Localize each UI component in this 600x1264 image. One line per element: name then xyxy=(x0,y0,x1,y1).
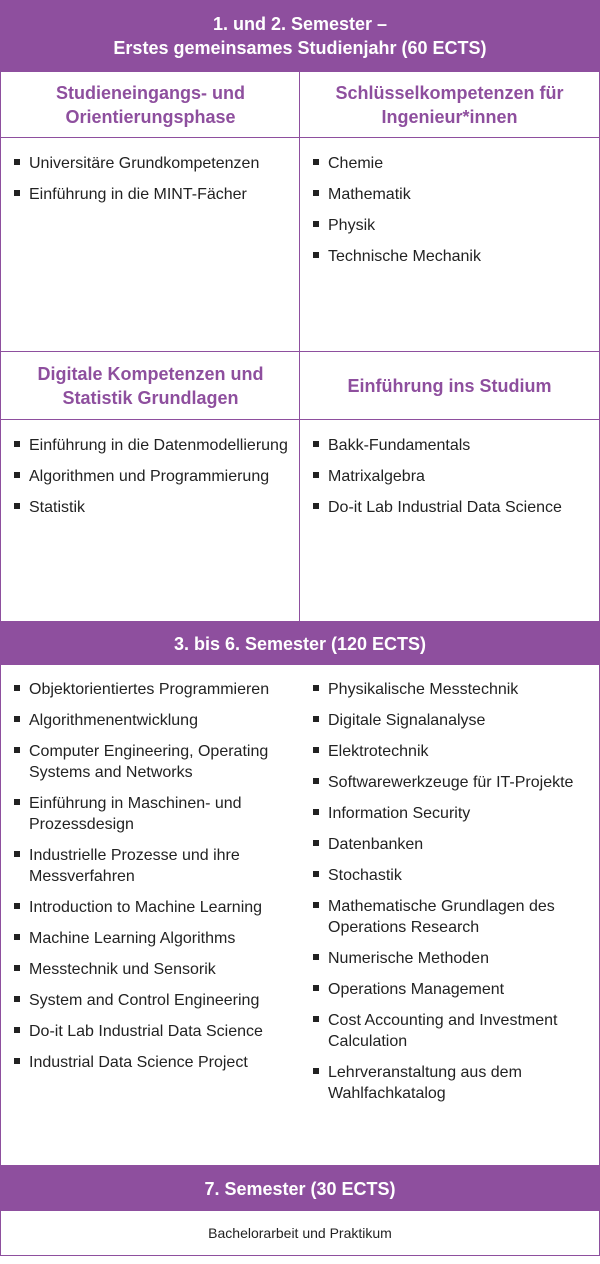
block-title-line1: Einführung ins Studium xyxy=(347,376,552,396)
list-item: Industrielle Prozesse und ihre Messverfahren xyxy=(14,845,296,887)
block-schluessel-content xyxy=(299,137,600,353)
list-item: Machine Learning Algorithms xyxy=(14,928,296,949)
block-title-line1: Studieneingangs- und xyxy=(56,83,245,103)
list-item: Matrixalgebra xyxy=(313,466,591,487)
list-item: Messtechnik und Sensorik xyxy=(14,959,296,980)
block-digital-heading xyxy=(0,351,301,421)
item-list xyxy=(313,435,591,518)
list-item: Physikalische Messtechnik xyxy=(313,679,595,700)
list-item: Einführung in Maschinen- und Prozessdesign xyxy=(14,793,296,835)
item-list xyxy=(14,435,292,518)
semesters-3-6-content xyxy=(0,664,600,1166)
left-column xyxy=(14,679,296,1083)
right-column xyxy=(313,679,595,1114)
list-item: System and Control Engineering xyxy=(14,990,296,1011)
list-item: Universitäre Grundkompetenzen xyxy=(14,153,292,174)
list-item: Technische Mechanik xyxy=(313,246,591,267)
year1-title-line1: 1. und 2. Semester – xyxy=(212,14,388,34)
block-orientierung-content xyxy=(0,137,301,353)
list-item: Physik xyxy=(313,215,591,236)
semester7-header xyxy=(0,1166,600,1212)
list-item: Einführung in die Datenmodellierung xyxy=(14,435,292,456)
list-item: Objektorientiertes Programmieren xyxy=(14,679,296,700)
block-schluessel-heading xyxy=(299,71,600,139)
list-item: Algorithmen und Programmierung xyxy=(14,466,292,487)
block-title-line2: Ingenieur*innen xyxy=(381,107,518,127)
item-list xyxy=(14,679,296,1073)
list-item: Computer Engineering, Operating Systems and Networks xyxy=(14,741,296,783)
list-item: Statistik xyxy=(14,497,292,518)
list-item: Lehrveranstaltung aus dem Wahlfachkatalog xyxy=(313,1062,595,1104)
list-item: Softwarewerkzeuge für IT-Projekte xyxy=(313,772,595,793)
block-einfuehrung-heading xyxy=(299,351,600,421)
block-orientierung-heading xyxy=(0,71,301,139)
list-item: Algorithmenentwicklung xyxy=(14,710,296,731)
item-list xyxy=(313,679,595,1104)
semesters-3-6-title: 3. bis 6. Semester (120 ECTS) xyxy=(173,633,427,654)
list-item: Do-it Lab Industrial Data Science xyxy=(313,497,591,518)
year1-title-line2: Erstes gemeinsames Studienjahr (60 ECTS) xyxy=(113,38,487,58)
list-item: Information Security xyxy=(313,803,595,824)
block-einfuehrung-content xyxy=(299,419,600,622)
item-list xyxy=(313,153,591,267)
block-title-line2: Statistik Grundlagen xyxy=(62,388,239,408)
list-item: Numerische Methoden xyxy=(313,948,595,969)
list-item: Industrial Data Science Project xyxy=(14,1052,296,1073)
block-digital-content xyxy=(0,419,301,622)
semester7-text: Bachelorarbeit und Praktikum xyxy=(208,1225,392,1241)
list-item: Bakk-Fundamentals xyxy=(313,435,591,456)
list-item: Digitale Signalanalyse xyxy=(313,710,595,731)
list-item: Chemie xyxy=(313,153,591,174)
list-item: Introduction to Machine Learning xyxy=(14,897,296,918)
list-item: Stochastik xyxy=(313,865,595,886)
block-title-line2: Orientierungsphase xyxy=(65,107,236,127)
list-item: Datenbanken xyxy=(313,834,595,855)
list-item: Mathematik xyxy=(313,184,591,205)
semesters-3-6-header xyxy=(0,621,600,666)
list-item: Operations Management xyxy=(313,979,595,1000)
block-title-line1: Schlüsselkompetenzen für xyxy=(335,83,564,103)
item-list xyxy=(14,153,292,205)
semester7-title: 7. Semester (30 ECTS) xyxy=(204,1179,396,1199)
list-item: Do-it Lab Industrial Data Science xyxy=(14,1021,296,1042)
list-item: Mathematische Grundlagen des Operations Research xyxy=(313,896,595,938)
list-item: Elektrotechnik xyxy=(313,741,595,762)
semester7-content xyxy=(0,1210,600,1256)
list-item: Cost Accounting and Investment Calculation xyxy=(313,1010,595,1052)
block-title-line1: Digitale Kompetenzen und xyxy=(37,364,264,384)
list-item: Einführung in die MINT-Fächer xyxy=(14,184,292,205)
year1-header xyxy=(0,0,600,72)
